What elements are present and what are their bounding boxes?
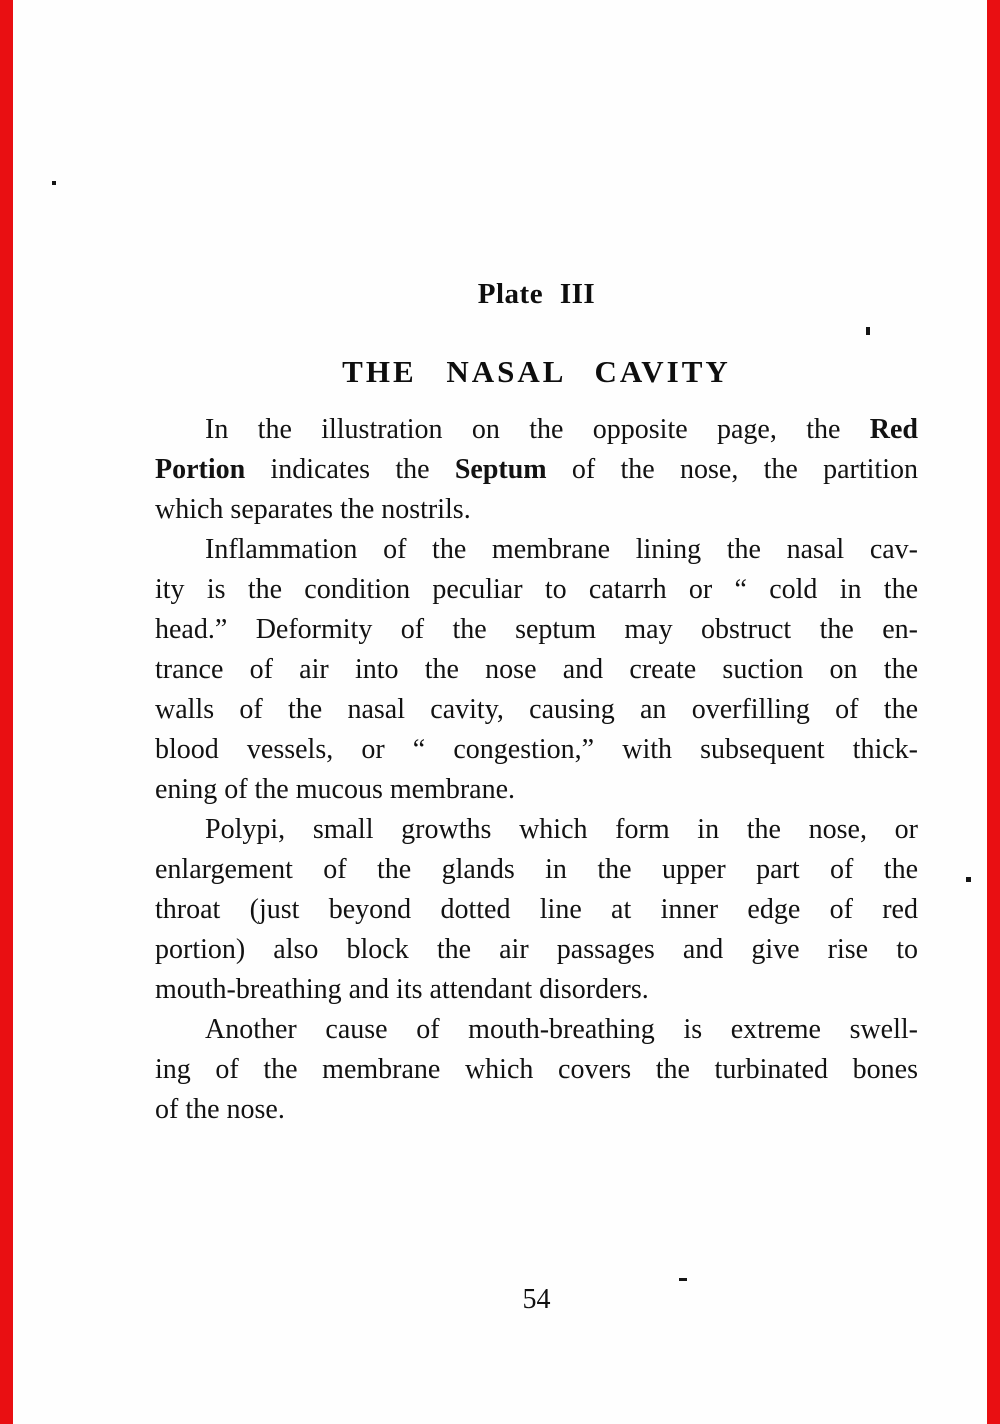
body-line: Polypi, small growths which form in the nose, or [205, 814, 918, 845]
body-line: of the nose. [155, 1094, 285, 1125]
right-scan-edge [987, 0, 1000, 1424]
body-line: ing of the membrane which covers the turbinated bones [155, 1054, 918, 1085]
body-line: Another cause of mouth-breathing is extreme swell- [205, 1014, 918, 1045]
scan-speck [52, 181, 56, 185]
plate-kicker: Plate III [477, 278, 596, 310]
body-line: enlargement of the glands in the upper part of the [155, 854, 918, 885]
body-line: ity is the condition peculiar to catarrh or “ cold in the [155, 574, 918, 605]
body-line: Inflammation of the membrane lining the nasal cav- [205, 534, 918, 565]
scan-speck [679, 1278, 687, 1281]
body-line: throat (just beyond dotted line at inner edge of red [155, 894, 918, 925]
body-line: ening of the mucous membrane. [155, 774, 516, 805]
scan-speck [866, 327, 870, 335]
page-title: THE NASAL CAVITY [342, 354, 731, 389]
body-line: In the illustration on the opposite page, the Red [205, 414, 918, 445]
scan-speck [966, 877, 971, 882]
body-line: mouth-breathing and its attendant disorders. [155, 974, 649, 1005]
body-line: blood vessels, or “ congestion,” with subsequent thick- [155, 734, 918, 765]
body-text [155, 410, 918, 1130]
page-number: 54 [522, 1284, 551, 1315]
body-line: head.” Deformity of the septum may obstruct the en- [155, 614, 918, 645]
body-line: walls of the nasal cavity, causing an overfilling of the [155, 694, 918, 725]
body-line: which separates the nostrils. [155, 494, 471, 525]
body-line: portion) also block the air passages and give rise to [155, 934, 918, 965]
body-line: trance of air into the nose and create suction on the [155, 654, 918, 685]
left-scan-edge [0, 0, 13, 1424]
body-line: Portion indicates the Septum of the nose, the partition [155, 454, 918, 485]
